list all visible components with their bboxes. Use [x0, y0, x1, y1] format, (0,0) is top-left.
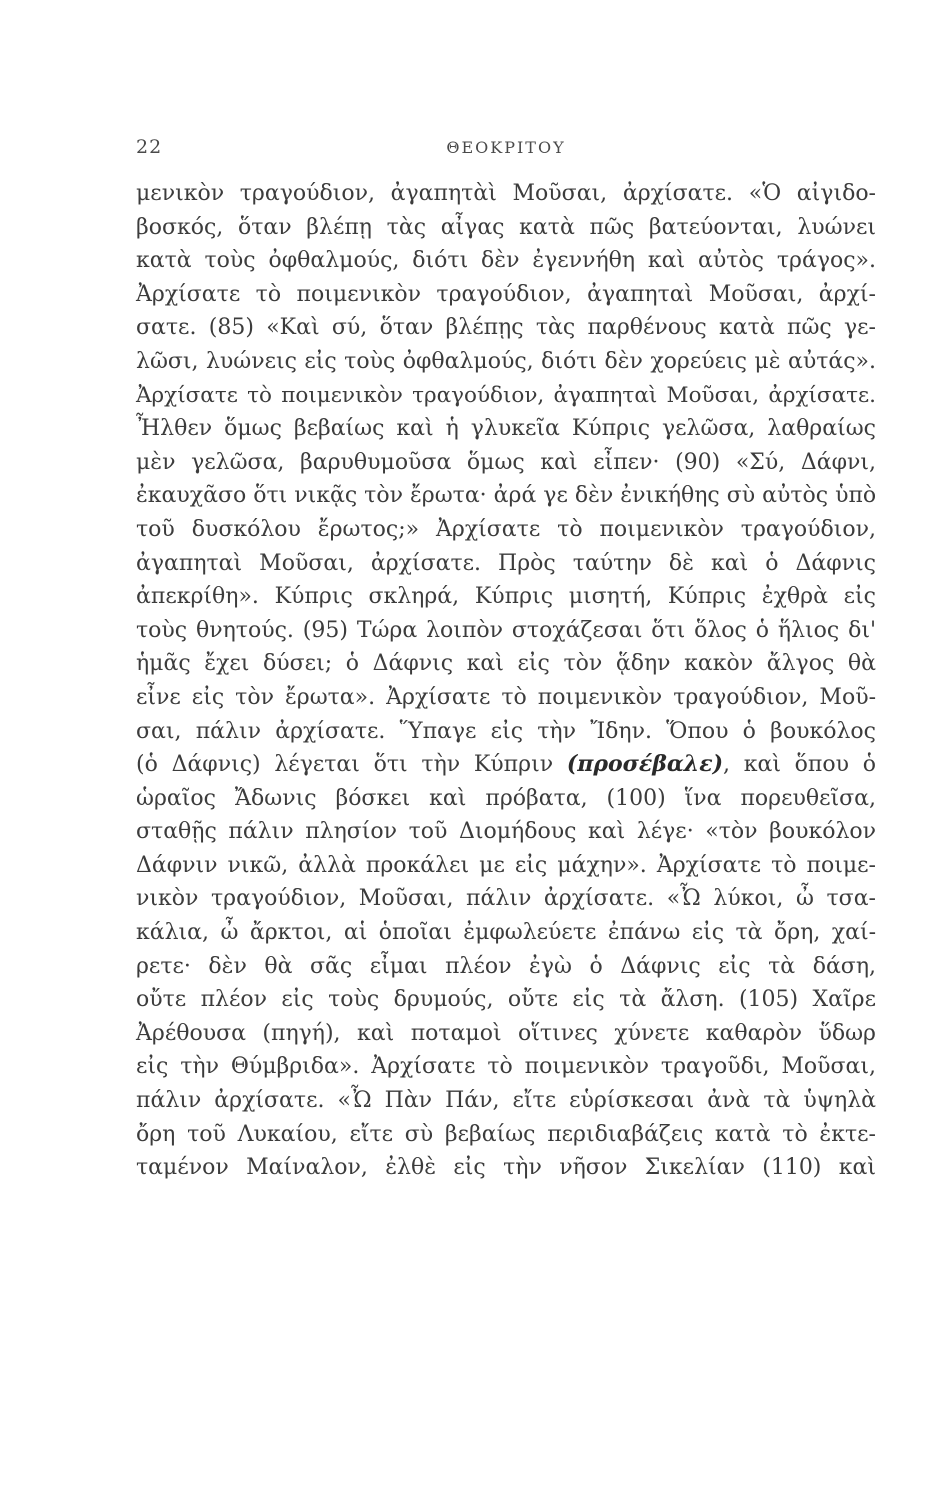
line-text: (ὁ Δάφνις) λέγεται ὅτι τὴν Κύπριν	[136, 752, 567, 778]
text-line	[136, 681, 876, 715]
line-text: νικὸν τραγούδιον, Μοῦσαι, πάλιν ἀρχίσατε. «Ὦ λύκοι, ὦ τσα-	[136, 886, 876, 912]
text-line	[136, 345, 876, 379]
text-line	[136, 446, 876, 480]
text-line	[136, 412, 876, 446]
text-line	[136, 211, 876, 245]
line-text: τοῦ δυσκόλου ἔρωτος;» Ἀρχίσατε τὸ ποιμενικὸν τραγούδιον,	[136, 516, 876, 542]
line-text: Ἦλθεν ὅμως βεβαίως καὶ ἡ γλυκεῖα Κύπρις γελῶσα, λαθραίως	[136, 416, 876, 442]
line-text: πάλιν ἀρχίσατε. «Ὦ Πὰν Πάν, εἴτε εὑρίσκεσαι ἀνὰ τὰ ὑψηλὰ	[136, 1088, 876, 1114]
text-line	[136, 580, 876, 614]
text-line	[136, 278, 876, 312]
line-text: μενικὸν τραγούδιον, ἀγαπητὰὶ Μοῦσαι, ἀρχίσατε. «Ὁ αἰγιδο-	[136, 181, 876, 206]
line-text: Ἀρχίσατε τὸ ποιμενικὸν τραγούδιον, ἀγαπηταὶ Μοῦσαι, ἀρχίσατε.	[136, 382, 876, 408]
line-text: ἡμᾶς ἔχει δύσει; ὁ Δάφνις καὶ εἰς τὸν ᾅδην κακὸν ἄλγος θὰ	[136, 651, 876, 677]
line-text: ἐκαυχᾶσο ὅτι νικᾷς τὸν ἔρωτα· ἀρά γε δὲν ἐνικήθης σὺ αὐτὸς ὑπὸ	[136, 483, 877, 509]
text-line	[136, 916, 876, 950]
line-text: κατὰ τοὺς ὀφθαλμούς, διότι δὲν ἐγεννήθη καὶ αὐτὸς τράγος».	[136, 248, 876, 274]
text-line	[136, 379, 876, 413]
page-number: 22	[136, 136, 163, 158]
line-text: κάλια, ὦ ἄρκτοι, αἱ ὁποῖαι ἐμφωλεύετε ἐπάνω εἰς τὰ ὄρη, χαί-	[136, 920, 876, 946]
line-text: εἶνε εἰς τὸν ἔρωτα». Ἀρχίσατε τὸ ποιμενικὸν τραγούδιον, Μοῦ-	[136, 684, 876, 710]
line-text: Ἀρχίσατε τὸ ποιμενικὸν τραγούδιον, ἀγαπηταὶ Μοῦσαι, ἀρχί-	[136, 281, 876, 307]
line-text: ὄρη τοῦ Λυκαίου, εἴτε σὺ βεβαίως περιδιαβάζεις κατὰ τὸ ἐκτε-	[136, 1121, 876, 1147]
line-text: ἀπεκρίθη». Κύπρις σκληρά, Κύπρις μισητή, Κύπρις ἐχθρὰ εἰς	[136, 584, 876, 610]
line-text: σταθῇς πάλιν πλησίον τοῦ Διομήδους καὶ λέγε· «τὸν βουκόλον	[136, 819, 876, 845]
text-line	[136, 177, 876, 211]
text-line	[136, 513, 876, 547]
text-line	[136, 547, 876, 581]
text-line	[136, 950, 876, 984]
line-text: οὔτε πλέον εἰς τοὺς δρυμούς, οὔτε εἰς τὰ ἄλση. (105) Χαῖρε	[136, 987, 876, 1013]
line-text: τοὺς θνητούς. (95) Τώρα λοιπὸν στοχάζεσαι ὅτι ὅλος ὁ ἥλιος δι'	[136, 617, 876, 643]
line-text-tail: , καὶ ὅπου ὁ	[722, 752, 876, 778]
text-line	[136, 1050, 876, 1084]
line-text: Ἀρέθουσα (πηγή), καὶ ποταμοὶ οἵτινες χύνετε καθαρὸν ὕδωρ	[136, 1020, 876, 1046]
page-header	[136, 136, 876, 166]
text-line	[136, 782, 876, 816]
body-text	[136, 177, 876, 1185]
line-text: Δάφνιν νικῶ, ἀλλὰ προκάλει με εἰς μάχην». Ἀρχίσατε τὸ ποιμε-	[136, 852, 876, 878]
text-line	[136, 244, 876, 278]
text-line	[136, 983, 876, 1017]
line-text: ἀγαπηταὶ Μοῦσαι, ἀρχίσατε. Πρὸς ταύτην δὲ καὶ ὁ Δάφνις	[136, 550, 876, 576]
text-line	[136, 882, 876, 916]
text-line	[136, 748, 876, 782]
line-text: βοσκός, ὅταν βλέπῃ τὰς αἶγας κατὰ πῶς βατεύονται, λυώνει	[136, 214, 876, 240]
text-line	[136, 715, 876, 749]
text-line	[136, 1118, 876, 1152]
line-text: ταμένον Μαίναλον, ἐλθὲ εἰς τὴν νῆσον Σικελίαν (110) καὶ	[136, 1155, 876, 1181]
line-text: μὲν γελῶσα, βαρυθυμοῦσα ὅμως καὶ εἶπεν· (90) «Σύ, Δάφνι,	[136, 449, 876, 475]
line-text: σαι, πάλιν ἀρχίσατε. Ὕπαγε εἰς τὴν Ἴδην. Ὅπου ὁ βουκόλος	[136, 718, 876, 744]
line-text: ὡραῖος Ἄδωνις βόσκει καὶ πρόβατα, (100) ἵνα πορευθεῖσα,	[136, 785, 876, 811]
text-line	[136, 311, 876, 345]
line-text: εἰς τὴν Θύμβριδα». Ἀρχίσατε τὸ ποιμενικὸν τραγοῦδι, Μοῦσαι,	[136, 1054, 876, 1080]
emphasized-word: (προσέβαλε)	[566, 751, 723, 778]
line-text: λῶσι, λυώνεις εἰς τοὺς ὀφθαλμούς, διότι δὲν χορεύεις μὲ αὐτάς».	[136, 348, 876, 374]
text-line	[136, 1017, 876, 1051]
text-line	[136, 1151, 876, 1185]
text-line	[136, 1084, 876, 1118]
text-line	[136, 647, 876, 681]
line-text: σατε. (85) «Καὶ σύ, ὅταν βλέπῃς τὰς παρθένους κατὰ πῶς γε-	[136, 315, 876, 341]
text-line	[136, 479, 876, 513]
line-text: ρετε· δὲν θὰ σᾶς εἶμαι πλέον ἐγὼ ὁ Δάφνις εἰς τὰ δάση,	[136, 953, 876, 979]
text-line	[136, 614, 876, 648]
text-line	[136, 815, 876, 849]
text-line	[136, 849, 876, 883]
running-head: ΘΕΟΚΡΙΤΟΥ	[446, 138, 566, 157]
